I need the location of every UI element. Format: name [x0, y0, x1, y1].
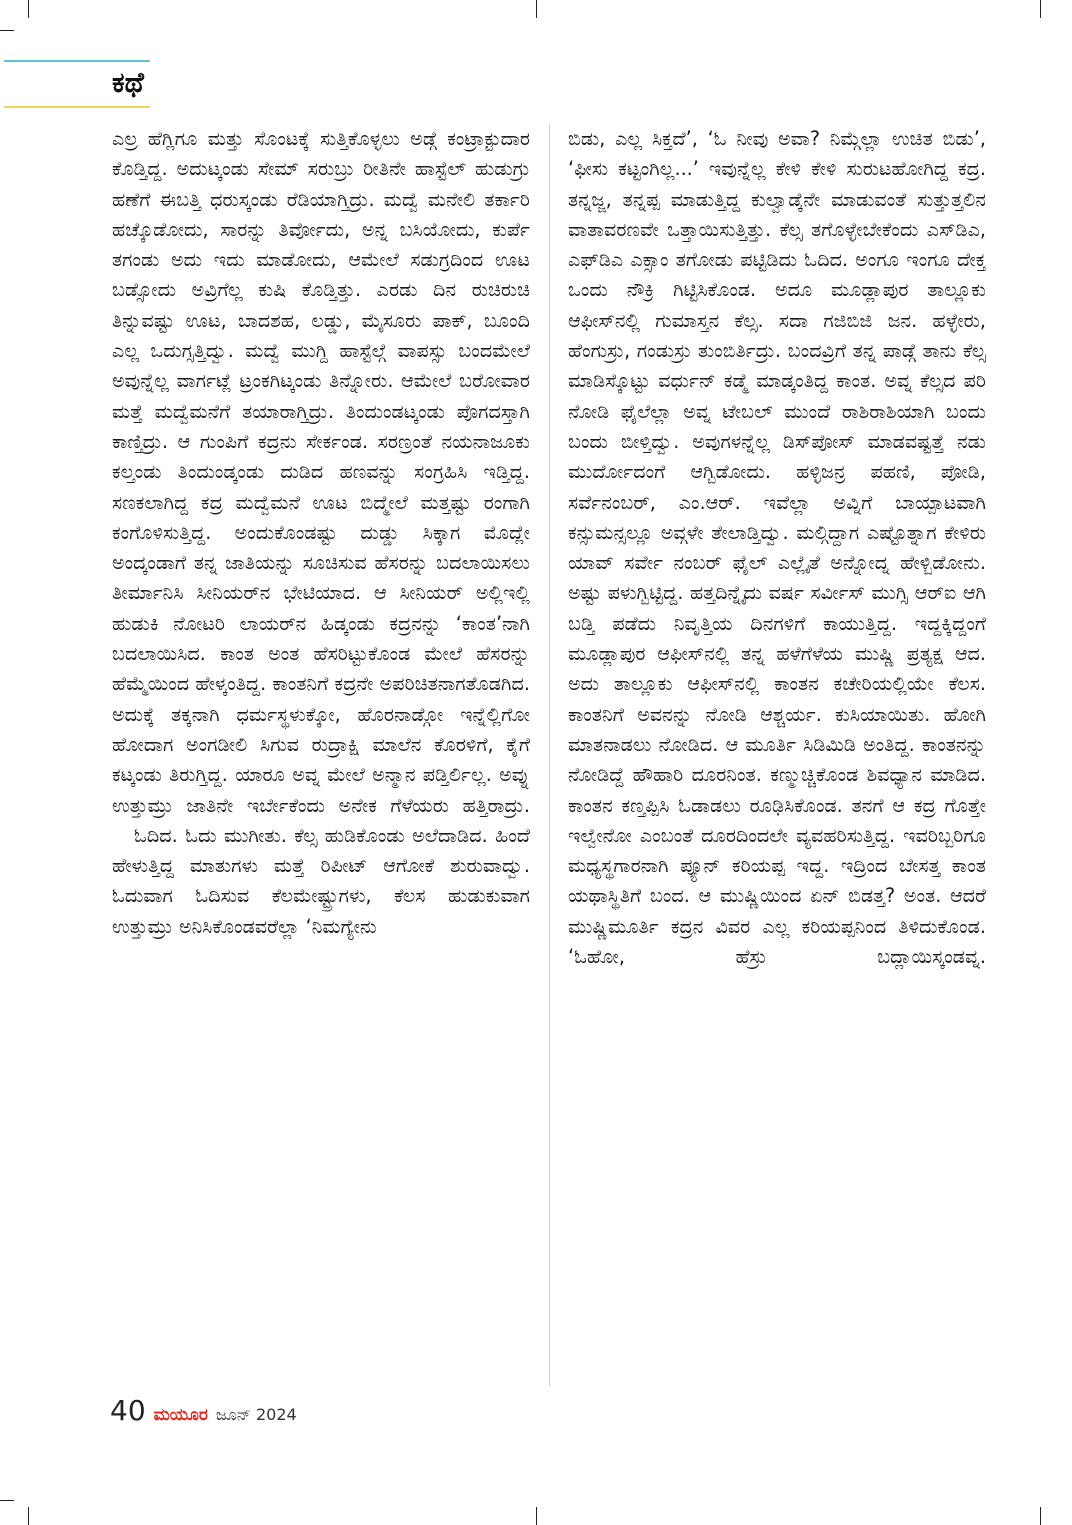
article-column-left: [112, 124, 530, 1386]
article-paragraph: ಬಿಡು, ಎಲ್ಲ ಸಿಕ್ತದೆ’, ‘ಓ ನೀವು ಅವಾ? ನಿಮ್ಗೆಲ್ಲಾ ಉಚಿತ ಬಿಡು’, ‘ಫೀಸು ಕಟ್ಟಂಗಿಲ್ಲ...’ ಇವುನ್ನೆಲ್ಲ ಕೇಳಿ ಕೇಳಿ ಸುರುಟಹೋಗಿದ್ದ ಕದ್ರ. ತನ್ನಜ್ಜ, ತನ್ನಪ್ಪ ಮಾಡುತ್ತಿದ್ದ ಕುಲ್ವಾಡ್ಕೆನೇ ಮಾಡುವಂತೆ ಸುತ್ತುತ್ತಲಿನ ವಾತಾವರಣವೇ ಒತ್ತಾಯಿಸುತ್ತಿತ್ತು. ಕೆಲ್ಸ ತಗೊಳ್ಳೇಬೇಕೆಂದು ಎಸ್‌ಡಿಎ, ಎಫ್‌ಡಿಎ ಎಕ್ಸಾಂ ತಗೋಡು ಪಟ್ಟಿಡಿದು ಓದಿದ. ಅಂಗೂ ಇಂಗೂ ದೇಕ್ತ ಒಂದು ನೌಕ್ರಿ ಗಿಟ್ಟಿಸಿಕೊಂಡ. ಅದೂ ಮೂಡ್ಲಾಪುರ ತಾಲ್ಲೂಕು ಆಫೀಸ್‌ನಲ್ಲಿ ಗುಮಾಸ್ತನ ಕೆಲ್ಸ. ಸದಾ ಗಜಿಬಿಜಿ ಜನ. ಹಳ್ಳೇರು, ಹೆಂಗುಸ್ರು, ಗಂಡುಸ್ರು ತುಂಬಿರ್ತಿದ್ರು. ಬಂದವ್ರಿಗೆ ತನ್ನ ಪಾಡ್ಗೆ ತಾನು ಕೆಲ್ಸ ಮಾಡಿಸ್ಕೊಟ್ಟು ವರ್ಧುನ್ ಕಡ್ಮೆ ಮಾಡ್ಕಂತಿದ್ದ ಕಾಂತ. ಅವ್ನ ಕೆಲ್ಸದ ಪರಿ ನೋಡಿ ಫೈಲೆಲ್ಲಾ ಅವ್ನ ಟೇಬಲ್ ಮುಂದೆ ರಾಶಿರಾಶಿಯಾಗಿ ಬಂದು ಬಂದು ಬೀಳ್ತಿದ್ವು. ಅವುಗಳನ್ನೆಲ್ಲ ಡಿಸ್‌ಪೋಸ್ ಮಾಡವಷ್ಟತ್ತೆ ನಡು ಮುರ್ದೋದಂಗೆ ಆಗ್ಬಿಡೋದು. ಹಳ್ಳಿಜನ್ರ ಪಹಣಿ, ಪೋಡಿ, ಸರ್ವೆನಂಬರ್, ಎಂ.ಆರ್. ಇವೆಲ್ಲಾ ಅವ್ನಿಗೆ ಬಾಯ್ಪಾಟವಾಗಿ ಕನ್ಸುಮನ್ಸಲ್ಲೂ ಅವ್ಗಳೇ ತೇಲಾಡ್ತಿದ್ವು. ಮಲ್ಗಿದ್ದಾಗ ಎಷ್ಟೊತ್ನಾಗ ಕೇಳಿರು ಯಾವ್ ಸರ್ವೇ ನಂಬರ್ ಫೈಲ್ ಎಲ್ಲೈತೆ ಅನ್ನೋದ್ನ ಹೇಳ್ಬಿಡೋನು. ಅಷ್ಟು ಪಳುಗ್ಬಿಟ್ಟಿದ್ದ. ಹತ್ತದಿನ್ನೈದು ವರ್ಷ ಸರ್ವೀಸ್ ಮುಗ್ಸಿ ಆರ್‌ಐ ಆಗಿ ಬಡ್ತಿ ಪಡೆದು ನಿವೃತ್ತಿಯ ದಿನಗಳಿಗೆ ಕಾಯುತ್ತಿದ್ದ. ಇದ್ದಕ್ಕಿದ್ದಂಗೆ ಮೂಡ್ಲಾಪುರ ಆಫೀಸ್‌ನಲ್ಲಿ ತನ್ನ ಹಳೆಗೆಳೆಯ ಮುಷ್ಣಿ ಪ್ರತ್ಯಕ್ಷ ಆದ. ಅದು ತಾಲ್ಲೂಕು ಆಫೀಸ್‌ನಲ್ಲಿ ಕಾಂತನ ಕಚೇರಿಯಲ್ಲಿಯೇ ಕೆಲಸ. ಕಾಂತನಿಗೆ ಅವನನ್ನು ನೋಡಿ ಆಶ್ಚರ್ಯ. ಕುಸಿಯಾಯಿತು. ಹೋಗಿ ಮಾತನಾಡಲು ನೋಡಿದ. ಆ ಮೂರ್ತಿ ಸಿಡಿಮಿಡಿ ಅಂತಿದ್ದ. ಕಾಂತನನ್ನು ನೋಡಿದ್ದೆ ಹೌಹಾರಿ ದೂರನಿಂತ. ಕಣ್ಮುಚ್ಚಿಕೊಂಡ ಶಿವಧ್ಯಾನ ಮಾಡಿದ. ಕಾಂತನ ಕಣ್ತಪ್ಪಿಸಿ ಓಡಾಡಲು ರೂಢಿಸಿಕೊಂಡ. ತನಗೆ ಆ ಕದ್ರ ಗೊತ್ತೇ ಇಲ್ವೇನೋ ಎಂಬಂತೆ ದೂರದಿಂದಲೇ ವ್ಯವಹರಿಸುತ್ತಿದ್ದ. ಇವರಿಬ್ಬರಿಗೂ ಮಧ್ಯಸ್ಥಗಾರನಾಗಿ ಪ್ಯೂನ್ ಕರಿಯಪ್ಪ ಇದ್ದ. ಇದ್ರಿಂದ ಬೇಸತ್ತ ಕಾಂತ ಯಥಾಸ್ಥಿತಿಗೆ ಬಂದ. ಆ ಮುಷ್ಣಿಯಿಂದ ಏನ್ ಬಿಡತ್ತ? ಅಂತ. ಆದರೆ ಮುಷ್ಣಿಮೂರ್ತಿ ಕದ್ರನ ವಿವರ ಎಲ್ಲ ಕರಿಯಪ್ಪನಿಂದ ತಿಳಿದುಕೊಂಡ. ‘ಓಹೋ, ಹೆಸ್ರು ಬದ್ಲಾಯಿಸ್ಕಂಡವ್ನ.: [568, 127, 986, 969]
page-number: 40: [110, 1394, 146, 1427]
crop-mark: [1040, 0, 1041, 18]
section-title: ಕಥೆ: [112, 66, 144, 99]
crop-mark: [28, 0, 29, 18]
crop-mark: [0, 30, 14, 31]
crop-mark: [536, 1507, 537, 1525]
article-paragraph: ಎಲ್ರ ಹೆಗ್ಲಿಗೂ ಮತ್ತು ಸೊಂಟಕ್ಕೆ ಸುತ್ತಿಕೊಳ್ಳಲು ಅಡ್ಗೆ ಕಂಟ್ರಾಕ್ಟುದಾರ ಕೊಡ್ತಿದ್ದ. ಅದುಟ್ಕಂಡು ಸೇಮ್ ಸರುಬ್ರು ರೀತಿನೇ ಹಾಸ್ಟೆಲ್ ಹುಡುಗ್ರು ಹಣೆಗೆ ಈಬತ್ತಿ ಧರುಸ್ಕಂಡು ರೆಡಿಯಾಗ್ತಿದ್ರು. ಮದ್ವೆ ಮನೇಲಿ ತರ್ಕಾರಿ ಹಚ್ಕೊಡೋದು, ಸಾರನ್ನು ತಿರ್ವೋದು, ಅನ್ನ ಬಸಿಯೋದು, ಕುರ್ಪೆ ತಗಂಡು ಅದು ಇದು ಮಾಡೋದು, ಆಮೇಲೆ ಸಡುಗ್ರದಿಂದ ಊಟ ಬಡ್ಸೋದು ಅವ್ರಿಗೆಲ್ಲ ಕುಷಿ ಕೊಡ್ತಿತ್ತು. ಎರಡು ದಿನ ರುಚಿರುಚಿ ತಿನ್ನುವಷ್ಟು ಊಟ, ಬಾದಶಹ, ಲಡ್ಡು, ಮೈಸೂರು ಪಾಕ್, ಬೂಂದಿ ಎಲ್ಲ ಒದುಗ್ಸತ್ತಿದ್ವು. ಮದ್ವೆ ಮುಗ್ದಿ ಹಾಸ್ಟೆಲ್ಗೆ ವಾಪಸ್ಸು ಬಂದಮೇಲೆ ಅವುನ್ನೆಲ್ಲ ವಾರ್ಗಟ್ಲೆ ಟ್ರಂಕಗಿಟ್ಕಂಡು ತಿನ್ನೋರು. ಆಮೇಲೆ ಬರೋವಾರ ಮತ್ತೆ ಮದ್ವೆಮನೆಗೆ ತಯಾರಾಗ್ತಿದ್ರು. ತಿಂದುಂಡಟ್ಕಂಡು ಪೊಗದಸ್ತಾಗಿ ಕಾಣ್ತಿದ್ರು. ಆ ಗುಂಪಿಗೆ ಕದ್ರನು ಸೇರ್ಕಂಡ. ಸರಣ್ರಂತೆ ನಯನಾಜೂಕು ಕಲ್ತಂಡು ತಿಂದುಂಡ್ಕಂಡು ದುಡಿದ ಹಣವನ್ನು ಸಂಗ್ರಹಿಸಿ ಇಡ್ತಿದ್ದ. ಸಣಕಲಾಗಿದ್ದ ಕದ್ರ ಮದ್ವೆಮನೆ ಊಟ ಬಿದ್ಮೇಲೆ ಮತ್ತಷ್ಟು ರಂಗಾಗಿ ಕಂಗೊಳಿಸುತ್ತಿದ್ದ. ಅಂದುಕೊಂಡಷ್ಟು ದುಡ್ಡು ಸಿಕ್ಕಾಗ ಮೊದ್ಲೇ ಅಂದ್ಕಂಡಾಗೆ ತನ್ನ ಜಾತಿಯನ್ನು ಸೂಚಿಸುವ ಹೆಸರನ್ನು ಬದಲಾಯಿಸಲು ತೀರ್ಮಾನಿಸಿ ಸೀನಿಯರ್‌ನ ಭೇಟಿಯಾದ. ಆ ಸೀನಿಯರ್ ಅಲ್ಲಿಇಲ್ಲಿ ಹುಡುಕಿ ನೋಟರಿ ಲಾಯರ್‌ನ ಹಿಡ್ಕಂಡು ಕದ್ರನನ್ನು ‘ಕಾಂತ’ನಾಗಿ ಬದಲಾಯಿಸಿದ. ಕಾಂತ ಅಂತ ಹೆಸರಿಟ್ಟುಕೊಂಡ ಮೇಲೆ ಹೆಸರನ್ನು ಹೆಮ್ಮೆಯಿಂದ ಹೇಳ್ಕಂತಿದ್ದ. ಕಾಂತನಿಗೆ ಕದ್ರನೇ ಅಪರಿಚಿತನಾಗತೊಡಗಿದ. ಅದುಕ್ಕೆ ತಕ್ಕನಾಗಿ ಧರ್ಮಸ್ಥಳುಕ್ಕೋ, ಹೊರನಾಡ್ಗೋ ಇನ್ನೆಲ್ಲಿಗೋ ಹೋದಾಗ ಅಂಗಡೀಲಿ ಸಿಗುವ ರುದ್ರಾಕ್ಷಿ ಮಾಲೆನ ಕೊರಳಿಗೆ, ಕೈಗೆ ಕಟ್ಕಂಡು ತಿರುಗ್ತಿದ್ದ. ಯಾರೂ ಅವ್ನ ಮೇಲೆ ಅನ್ಮಾನ ಪಡ್ತಿರ್ಲಿಲ್ಲ. ಅವ್ನು ಉತ್ತುಮ್ರು ಜಾತಿನೇ ಇರ್ಬೇಕೆಂದು ಅನೇಕ ಗೆಳೆಯರು ಹತ್ತಿರಾದ್ರು.: [112, 127, 530, 817]
section-header-rule-bottom: [4, 106, 150, 108]
crop-mark: [536, 0, 537, 18]
column-divider: [549, 124, 550, 1386]
magazine-logo: ಮಯೂರ: [153, 1405, 208, 1425]
article-paragraph: ಓದಿದ. ಓದು ಮುಗೀತು. ಕೆಲ್ಸ ಹುಡಿಕೊಂಡು ಅಲೆದಾಡಿದ. ಹಿಂದೆ ಹೇಳುತ್ತಿದ್ದ ಮಾತುಗಳು ಮತ್ತೆ ರಿಪೀಟ್ ಆಗೋಕೆ ಶುರುವಾದ್ವು. ಓದುವಾಗ ಓದಿಸುವ ಕೆಲಮೇಷ್ಟ್ರುಗಳು, ಕೆಲಸ ಹುಡುಕುವಾಗ ಉತ್ತುಮ್ರು ಅನಿಸಿಕೊಂಡವರೆಲ್ಲಾ ‘ನಿಮಗ್ಯೇನು: [112, 823, 530, 938]
crop-mark: [0, 1500, 14, 1501]
issue-date: ಜೂನ್ 2024: [215, 1405, 297, 1424]
section-header-rule-top: [4, 60, 150, 62]
crop-mark: [1040, 1507, 1041, 1525]
page-footer: [110, 1394, 297, 1427]
article-column-right: [568, 124, 986, 1386]
crop-mark: [28, 1507, 29, 1525]
